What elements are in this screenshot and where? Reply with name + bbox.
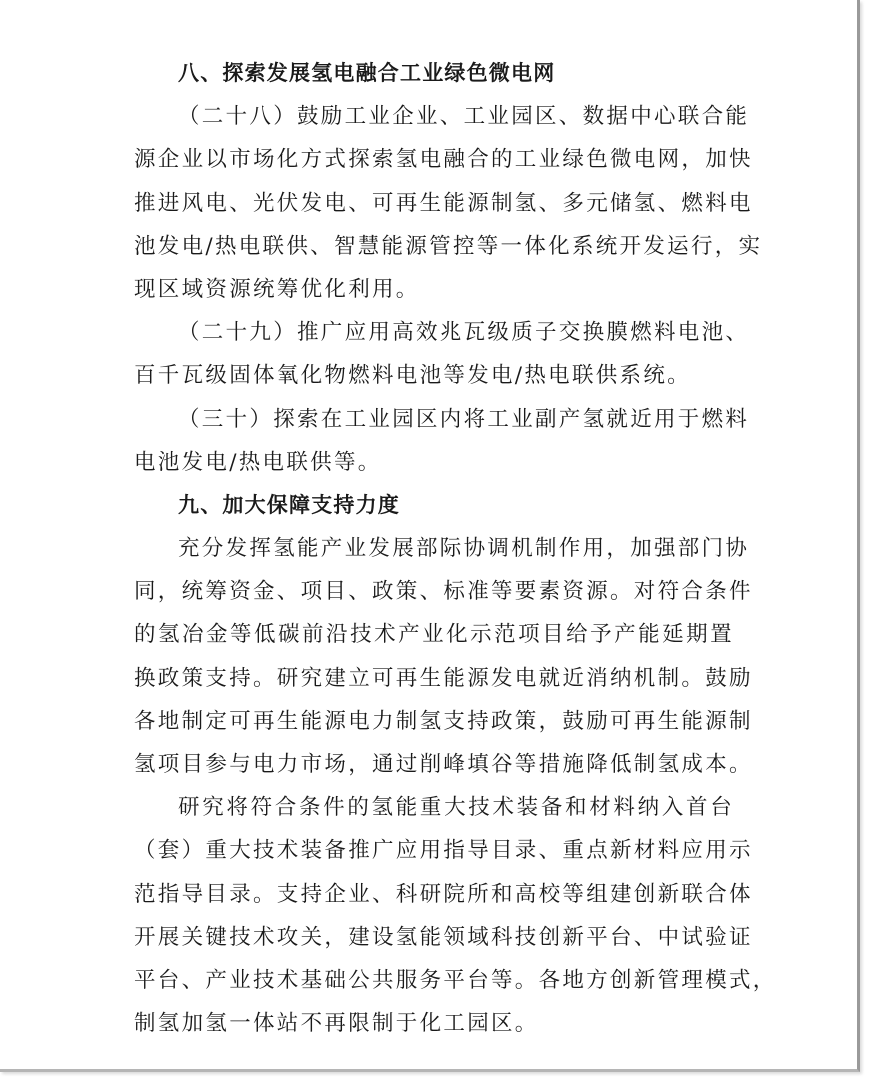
paragraph-line: 池发电/热电联供、智慧能源管控等一体化系统开发运行，实 <box>134 233 763 259</box>
paragraph-line: 同，统筹资金、项目、政策、标准等要素资源。对符合条件 <box>134 579 753 605</box>
paragraph-30 <box>134 398 750 484</box>
paragraph-line: （二十九）推广应用高效兆瓦级质子交换膜燃料电池、 <box>178 320 750 346</box>
paragraph-line: （套）重大技术装备推广应用指导目录、重点新材料应用示 <box>134 838 753 864</box>
section-9-heading: 九、加大保障支持力度 <box>178 492 400 517</box>
paragraph-line: 源企业以市场化方式探索氢电融合的工业绿色微电网，加快 <box>134 147 753 173</box>
paragraph-line: 电池发电/热电联供等。 <box>134 449 382 475</box>
paragraph-line: 氢项目参与电力市场，通过削峰填谷等措施降低制氢成本。 <box>134 752 753 777</box>
paragraph-line: 平台、产业技术基础公共服务平台等。各地方创新管理模式， <box>134 967 777 993</box>
paragraph-support-2 <box>134 786 777 1045</box>
paragraph-line: 开展关键技术攻关，建设氢能领域科技创新平台、中试验证 <box>134 924 753 950</box>
paragraph-line: 现区域资源统筹优化利用。 <box>134 276 420 302</box>
paragraph-line: 换政策支持。研究建立可再生能源发电就近消纳机制。鼓励 <box>134 665 753 691</box>
paragraph-line: 的氢冶金等低碳前沿技术产业化示范项目给予产能延期置 <box>134 622 734 648</box>
paragraph-support-1 <box>134 527 753 786</box>
paragraph-line: 百千瓦级固体氧化物燃料电池等发电/热电联供系统。 <box>134 363 691 389</box>
paragraph-line: （三十）探索在工业园区内将工业副产氢就近用于燃料 <box>178 406 750 432</box>
paragraph-line: （二十八）鼓励工业企业、工业园区、数据中心联合能 <box>178 104 750 130</box>
section-8-heading: 八、探索发展氢电融合工业绿色微电网 <box>178 61 556 85</box>
paragraph-line: 制氢加氢一体站不再限制于化工园区。 <box>134 1011 539 1037</box>
paragraph-line: 充分发挥氢能产业发展部际协调机制作用，加强部门协 <box>178 536 750 562</box>
paragraph-29 <box>134 311 750 397</box>
document-body <box>134 52 777 1045</box>
paragraph-line: 推进风电、光伏发电、可再生能源制氢、多元储氢、燃料电 <box>134 190 753 216</box>
paragraph-28 <box>134 95 763 311</box>
paragraph-line: 各地制定可再生能源电力制氢支持政策，鼓励可再生能源制 <box>134 708 753 734</box>
paragraph-line: 范指导目录。支持企业、科研院所和高校等组建创新联合体 <box>134 881 753 907</box>
paragraph-line: 研究将符合条件的氢能重大技术装备和材料纳入首台 <box>178 795 734 821</box>
